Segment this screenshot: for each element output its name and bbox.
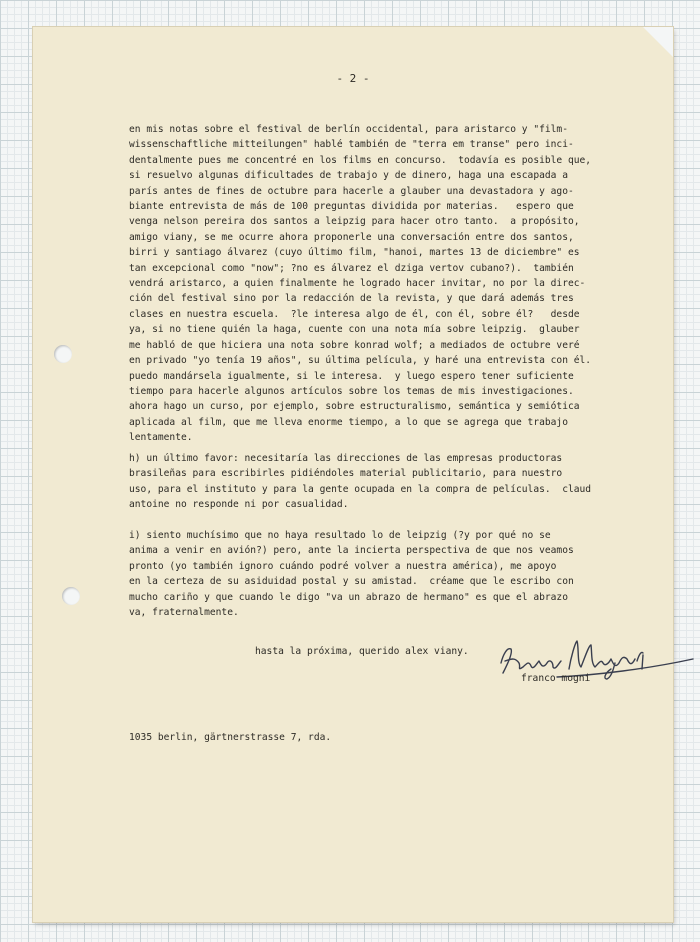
text-line: antoine no responde ni por casualidad. bbox=[129, 499, 349, 511]
text-line: pronto (yo también ignoro cuándo podré volver a nuestra américa), me apoyo bbox=[129, 560, 557, 572]
text-line: lentamente. bbox=[129, 432, 193, 444]
text-line: aplicada al film, que me lleva enorme tiempo, a lo que se agrega que trabajo bbox=[129, 416, 568, 428]
text-line: wissenschaftliche mitteilungen" hablé también de "terra em transe" pero inci- bbox=[129, 139, 574, 151]
sender-address: 1035 berlin, gärtnerstrasse 7, rda. bbox=[129, 732, 332, 743]
signature-typed-name: franco mogni bbox=[521, 673, 591, 684]
paragraph-h bbox=[129, 451, 669, 513]
text-line: ción del festival sino por la redacción de la revista, y que dará además tres bbox=[129, 293, 574, 305]
page-number: - 2 - bbox=[336, 72, 370, 85]
text-line: mucho cariño y que cuando le digo "va un abrazo de hermano" es que el abrazo bbox=[129, 591, 568, 603]
text-line: tiempo para hacerle algunos artículos sobre los temas de mis investigaciones. bbox=[129, 385, 574, 397]
text-line: puedo mandársela igualmente, si le interesa. y luego espero tener suficiente bbox=[129, 370, 574, 382]
paragraph-continuation bbox=[129, 122, 669, 446]
text-line: h) un último favor: necesitaría las direcciones de las empresas productoras bbox=[129, 453, 563, 464]
text-line: en la certeza de su asiduidad postal y su amistad. créame que le escribo con bbox=[129, 576, 574, 588]
text-line: parís antes de fines de octubre para hacerle a glauber una devastadora y ago- bbox=[129, 185, 574, 197]
punch-hole-bottom bbox=[62, 587, 80, 605]
folded-corner bbox=[643, 27, 673, 57]
text-line: amigo viany, se me ocurre ahora proponerle una conversación entre dos santos, bbox=[129, 231, 574, 243]
text-line: venga nelson pereira dos santos a leipzig para hacer otro tanto. a propósito, bbox=[129, 216, 580, 228]
text-line: tan excepcional como "now"; ?no es álvarez el dziga vertov cubano?). también bbox=[129, 262, 574, 274]
paragraph-i bbox=[129, 528, 669, 620]
text-line: ahora hago un curso, por ejemplo, sobre estructuralismo, semántica y semiótica bbox=[129, 401, 580, 413]
text-line: en privado "yo tenía 19 años", su última película, y haré una entrevista con él. bbox=[129, 355, 592, 367]
text-line: birri y santiago álvarez (cuyo último film, "hanoi, martes 13 de diciembre" es bbox=[129, 247, 580, 259]
letter-page bbox=[33, 27, 673, 922]
text-line: dentalmente pues me concentré en los films en concurso. todavía es posible que, bbox=[129, 154, 592, 166]
closing-line: hasta la próxima, querido alex viany. bbox=[255, 646, 469, 657]
text-line: i) siento muchísimo que no haya resultado lo de leipzig (?y por qué no se bbox=[129, 530, 551, 541]
text-line: vendrá aristarco, a quien finalmente he logrado hacer invitar, no por la direc- bbox=[129, 278, 586, 290]
text-line: uso, para el instituto y para la gente ocupada en la compra de películas. claud bbox=[129, 483, 592, 495]
text-line: en mis notas sobre el festival de berlín occidental, para aristarco y "film- bbox=[129, 124, 568, 135]
text-line: biante entrevista de más de 100 preguntas dividida por materias. espero que bbox=[129, 201, 574, 213]
text-line: clases en nuestra escuela. ?le interesa algo de él, con él, sobre él? desde bbox=[129, 308, 580, 320]
text-line: brasileñas para escribirles pidiéndoles material publicitario, para nuestro bbox=[129, 468, 563, 480]
text-line: va, fraternalmente. bbox=[129, 607, 239, 619]
text-line: me habló de que hiciera una nota sobre konrad wolf; a mediados de octubre veré bbox=[129, 339, 580, 351]
punch-hole-top bbox=[54, 345, 72, 363]
text-line: anima a venir en avión?) pero, ante la incierta perspectiva de que nos veamos bbox=[129, 545, 574, 557]
text-line: ya, si no tiene quién la haga, cuente con una nota mía sobre leipzig. glauber bbox=[129, 324, 580, 336]
text-line: si resuelvo algunas dificultades de trabajo y de dinero, haga una escapada a bbox=[129, 170, 568, 182]
